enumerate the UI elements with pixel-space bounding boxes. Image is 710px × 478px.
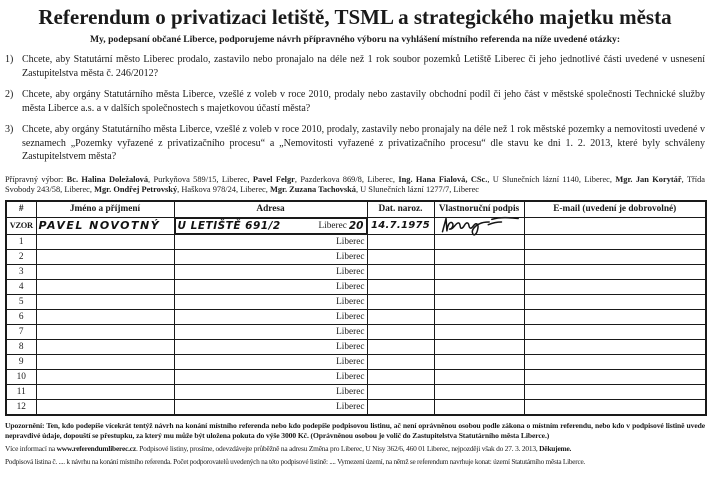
preprinted-city: Liberec xyxy=(336,236,365,247)
signature-cell[interactable] xyxy=(434,264,524,279)
preprinted-city: Liberec xyxy=(336,371,365,382)
preprinted-city: Liberec xyxy=(336,326,365,337)
birthdate-cell[interactable] xyxy=(367,264,434,279)
name-cell[interactable] xyxy=(36,369,174,384)
address-cell[interactable] xyxy=(174,234,367,249)
birthdate-cell[interactable] xyxy=(367,309,434,324)
col-header-email: E-mail (uvedení je dobrovolné) xyxy=(524,201,706,218)
question-text: Chcete, aby Statutární město Liberec prodalo, zastavilo nebo pronajalo na déle než 1 rok soubor pozemků Letiště Liberec či jeho jednotlivé části uvedené v usnesení Zastupitelstva města č. 246/2012? xyxy=(22,54,705,79)
email-cell[interactable] xyxy=(524,384,706,399)
address-cell[interactable] xyxy=(174,294,367,309)
question-item-3 xyxy=(5,123,705,164)
email-cell[interactable] xyxy=(524,264,706,279)
name-cell[interactable] xyxy=(36,309,174,324)
committee-member-name: Mgr. Jan Korytář xyxy=(615,174,682,184)
signature-cell[interactable] xyxy=(434,339,524,354)
table-row xyxy=(6,354,706,369)
table-row xyxy=(6,234,706,249)
sample-address-cell xyxy=(175,218,367,234)
signature-cell[interactable] xyxy=(434,249,524,264)
committee-member-address: , Purkyňova 589/15, Liberec, xyxy=(148,174,253,184)
sample-email-cell xyxy=(524,217,706,234)
birthdate-cell[interactable] xyxy=(367,354,434,369)
row-number: 1 xyxy=(6,234,36,249)
question-number: 1) xyxy=(5,54,14,65)
sample-row-label: VZOR xyxy=(6,217,36,234)
row-number: 3 xyxy=(6,264,36,279)
table-row xyxy=(6,384,706,399)
signature-cell[interactable] xyxy=(434,354,524,369)
row-number: 8 xyxy=(6,339,36,354)
info-paragraph xyxy=(5,444,705,453)
address-cell[interactable] xyxy=(174,279,367,294)
page-title: Referendum o privatizaci letiště, TSML a strategického majetku města xyxy=(38,5,672,29)
question-text: Chcete, aby orgány Statutárního města Liberce, vzešlé z voleb v roce 2010, prodaly, zastavily nebo pronajaly na déle než 1 rok městské pozemky a nemovitosti uvedené v seznamech „Pozemky vyřazené z privatizačního procesu“ a „Nemovitosti vyřazené z privatizačního procesu“ dle stavu ke dni 1. 2. 2013, které byly schváleny Zastupitelstvem města? xyxy=(22,124,705,162)
col-header-birthdate: Dat. naroz. xyxy=(367,201,434,218)
email-cell[interactable] xyxy=(524,279,706,294)
committee-member-name: Bc. Halina Doležalová xyxy=(66,174,149,184)
name-cell[interactable] xyxy=(36,249,174,264)
row-number: 5 xyxy=(6,294,36,309)
row-number: 10 xyxy=(6,369,36,384)
sample-district-handwriting: 20 xyxy=(348,219,364,232)
question-text: Chcete, aby orgány Statutárního města Liberce, vzešlé z voleb v roce 2010, prodaly nebo zastavily obchodní podíl či jeho část v městské společnosti Technické služby města Liberce a.s. a v dalších společnostech s majetkovou účastí města? xyxy=(22,89,705,114)
preprinted-city: Liberec xyxy=(336,281,365,292)
birthdate-cell[interactable] xyxy=(367,294,434,309)
table-header-row xyxy=(6,201,706,218)
name-cell[interactable] xyxy=(36,354,174,369)
col-header-signature: Vlastnoruční podpis xyxy=(434,201,524,218)
birthdate-cell[interactable] xyxy=(367,384,434,399)
info-text: . Podpisové listiny, prosíme, odevzdávejte průběžně na adresu Změna pro Liberec, U Nisy 362/6, 460 01 Liberec, nejpozději však do 27. 3. 2013, xyxy=(135,443,540,453)
name-cell[interactable] xyxy=(36,294,174,309)
address-cell[interactable] xyxy=(174,384,367,399)
birthdate-cell[interactable] xyxy=(367,339,434,354)
question-item-2 xyxy=(5,88,705,115)
email-cell[interactable] xyxy=(524,234,706,249)
email-cell[interactable] xyxy=(524,399,706,415)
preprinted-city: Liberec xyxy=(336,296,365,307)
preprinted-city: Liberec xyxy=(336,401,365,412)
committee-member-address: , Pazderkova 869/8, Liberec, xyxy=(294,174,399,184)
question-item-1 xyxy=(5,53,705,80)
email-cell[interactable] xyxy=(524,354,706,369)
preprinted-city: Liberec xyxy=(336,266,365,277)
question-number: 2) xyxy=(5,89,14,100)
address-cell[interactable] xyxy=(174,309,367,324)
email-cell[interactable] xyxy=(524,249,706,264)
signature-scribble xyxy=(439,214,527,238)
address-cell[interactable] xyxy=(174,399,367,415)
committee-member-address: , U Slunečních lázní 1140, Liberec, xyxy=(487,174,616,184)
address-cell[interactable] xyxy=(174,324,367,339)
email-cell[interactable] xyxy=(524,339,706,354)
table-row xyxy=(6,279,706,294)
committee-member-name: Mgr. Zuzana Tachovská xyxy=(269,185,356,194)
row-number: 2 xyxy=(6,249,36,264)
signature-cell[interactable] xyxy=(434,384,524,399)
col-header-address: Adresa xyxy=(174,201,367,218)
sample-name-cell: PAVEL NOVOTNÝ xyxy=(36,217,174,234)
name-cell[interactable] xyxy=(36,384,174,399)
table-row xyxy=(6,369,706,384)
signature-table xyxy=(5,200,707,416)
questions-list xyxy=(5,53,705,164)
birthdate-cell[interactable] xyxy=(367,399,434,415)
preprinted-city: Liberec xyxy=(336,311,365,322)
question-number: 3) xyxy=(5,124,14,135)
table-row xyxy=(6,324,706,339)
table-row xyxy=(6,309,706,324)
birthdate-cell[interactable] xyxy=(367,279,434,294)
sample-row xyxy=(6,217,706,234)
row-number: 9 xyxy=(6,354,36,369)
committee-member-address: , U Slunečních lázní 1277/7, Liberec xyxy=(355,185,479,194)
name-cell[interactable] xyxy=(36,279,174,294)
table-row xyxy=(6,249,706,264)
committee-label: Přípravný výbor: xyxy=(5,174,67,184)
sample-signature-cell xyxy=(434,217,524,234)
signature-cell[interactable] xyxy=(434,369,524,384)
name-cell[interactable] xyxy=(36,234,174,249)
row-number: 12 xyxy=(6,399,36,415)
committee-member-name: Ing. Hana Fialová, CSc. xyxy=(398,174,488,184)
row-number: 4 xyxy=(6,279,36,294)
committee-member-name: Pavel Felgr xyxy=(252,174,295,184)
birthdate-cell[interactable] xyxy=(367,249,434,264)
name-cell[interactable] xyxy=(36,399,174,415)
address-cell[interactable] xyxy=(174,339,367,354)
row-number: 7 xyxy=(6,324,36,339)
signature-cell[interactable] xyxy=(434,324,524,339)
preprinted-city: Liberec xyxy=(318,220,347,231)
address-cell[interactable] xyxy=(174,369,367,384)
committee-paragraph xyxy=(5,175,705,196)
committee-member-address: , Haškova 978/24, Liberec, xyxy=(177,185,270,194)
birthdate-cell[interactable] xyxy=(367,369,434,384)
birthdate-cell[interactable] xyxy=(367,234,434,249)
email-cell[interactable] xyxy=(524,309,706,324)
col-header-number: # xyxy=(6,201,36,218)
committee-member-name: Mgr. Ondřej Petrovský xyxy=(94,185,178,194)
birthdate-cell[interactable] xyxy=(367,324,434,339)
info-thanks: Děkujeme. xyxy=(539,443,572,453)
table-row xyxy=(6,399,706,415)
col-header-name: Jméno a příjmení xyxy=(36,201,174,218)
email-cell[interactable] xyxy=(524,369,706,384)
email-cell[interactable] xyxy=(524,294,706,309)
sample-birthdate-cell: 14.7.1975 xyxy=(367,217,434,234)
address-cell[interactable] xyxy=(174,354,367,369)
committee-member-address: , Třída Svobody 243/58, Liberec, xyxy=(5,174,706,194)
table-row xyxy=(6,339,706,354)
warning-paragraph: Upozornění: Ten, kdo podepíše vícekrát tentýž návrh na konání místního referenda nebo kdo podepíše podpisovou listinu, ač není oprávněnou osobou podle zákona o místním referendu, nebo kdo v podpisové listině uvede nepravdivé údaje, dopouští se přestupku, za který mu může být uložena pokuta do výše 3000 Kč. (Oprávněnou osobou je volič do Zastupitelstva Statutárního města Liberce.) xyxy=(5,420,705,440)
name-cell[interactable] xyxy=(36,264,174,279)
preprinted-city: Liberec xyxy=(336,251,365,262)
signature-table-body xyxy=(6,217,706,415)
preprinted-city: Liberec xyxy=(336,386,365,397)
table-row xyxy=(6,264,706,279)
info-text: Více informací na xyxy=(5,443,57,453)
preprinted-city: Liberec xyxy=(336,341,365,352)
name-cell[interactable] xyxy=(36,339,174,354)
row-number: 6 xyxy=(6,309,36,324)
website-url: www.referendumliberec.cz xyxy=(56,443,136,453)
table-row xyxy=(6,294,706,309)
email-cell[interactable] xyxy=(524,324,706,339)
sheet-meta-paragraph: Podpisová listina č. .... k návrhu na konání místního referenda. Počet podporovatelů uvedených na této podpisové listině: .... Vymezení území, na němž se referendum navrhuje konat: území Statutárního města Liberce. xyxy=(5,456,586,466)
subtitle: My, podepsaní občané Liberce, podporujeme návrh přípravného výboru na vyhlášení místního referenda na níže uvedené otázky: xyxy=(89,34,621,45)
signature-cell[interactable] xyxy=(434,279,524,294)
preprinted-city: Liberec xyxy=(336,356,365,367)
address-cell[interactable] xyxy=(174,264,367,279)
sample-street-handwriting: U LETIŠTĚ 691/2 xyxy=(177,219,281,232)
row-number: 11 xyxy=(6,384,36,399)
name-cell[interactable] xyxy=(36,324,174,339)
signature-cell[interactable] xyxy=(434,309,524,324)
signature-cell[interactable] xyxy=(434,294,524,309)
signature-cell[interactable] xyxy=(434,399,524,415)
address-cell[interactable] xyxy=(174,249,367,264)
